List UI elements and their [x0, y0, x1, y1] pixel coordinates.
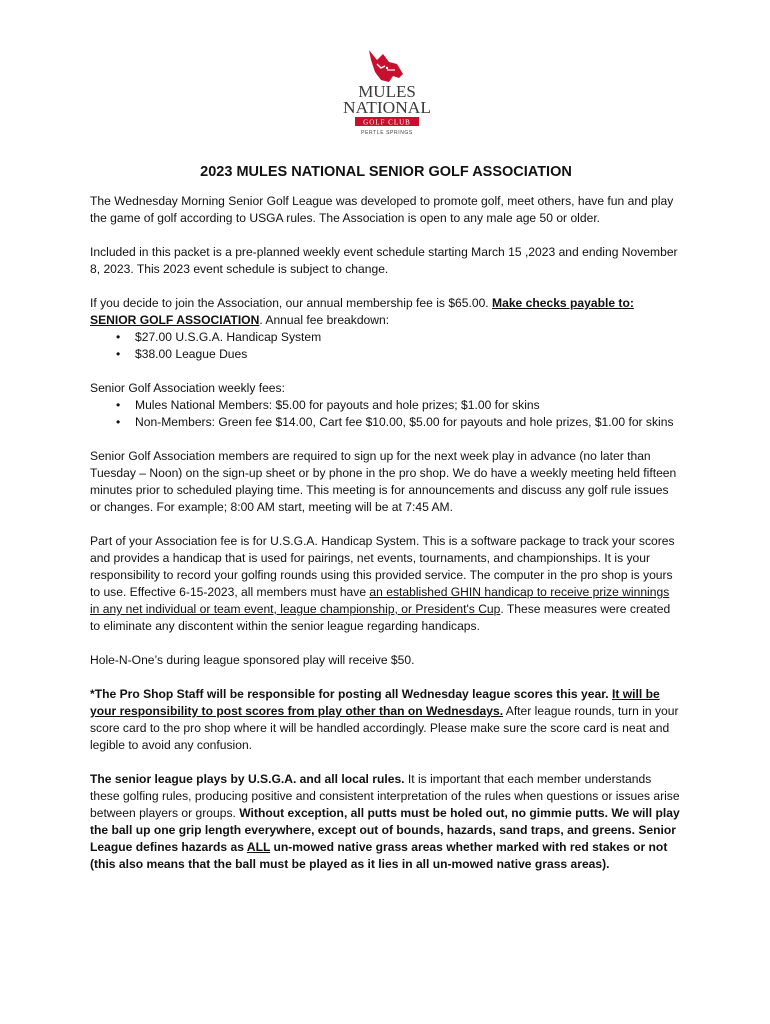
logo-sub: PERTLE SPRINGS — [361, 130, 413, 136]
paragraph-signup: Senior Golf Association members are required to sign up for the next week play in advance (no later than Tuesday – Noon) on the sign-up sheet or by phone in the pro shop. We do have a weekly meeting held fifteen minutes prior to scheduled playing time. This meeting is for announcements and discuss any golf rule issues or changes. For example; 8:00 AM start, meeting will be at 7:45 AM. — [90, 449, 677, 514]
paragraph-handicap: Part of your Association fee is for U.S.G.A. Handicap System. This is a software package to track your scores and provides a handicap that is used for pairings, net events, tournaments, and championships. It is your responsibility to record your golfing rounds using this provided service. The computer in the pro shop is yours to use. Effective 6-15-2023, all members must have an established GHIN handicap to receive prize winnings in any net individual or team event, league championship, or President's Cup. These measures were created to eliminate any discontent within the senior league regarding handicaps. — [90, 534, 675, 633]
weekly-fees-heading: Senior Golf Association weekly fees: — [90, 381, 285, 395]
list-item: • $38.00 League Dues — [90, 346, 682, 363]
list-item: • Non-Members: Green fee $14.00, Cart fee $10.00, $5.00 for payouts and hole prizes, $1.00 for skins — [90, 414, 682, 431]
fee-breakdown-list — [90, 329, 682, 363]
document-title: 2023 MULES NATIONAL SENIOR GOLF ASSOCIATION — [200, 164, 572, 180]
paragraph-intro: The Wednesday Morning Senior Golf League was developed to promote golf, meet others, have fun and play the game of golf according to USGA rules. The Association is open to any male age 50 or older. — [90, 194, 674, 225]
mule-mascot-icon — [337, 46, 437, 138]
paragraph-hole-in-one: Hole-N-One’s during league sponsored play will receive $50. — [90, 653, 415, 667]
paragraph-schedule: Included in this packet is a pre-planned weekly event schedule starting March 15 ,2023 and ending November 8, 2023. This 2023 event schedule is subject to change. — [90, 245, 678, 276]
mules-national-logo — [337, 46, 437, 138]
weekly-fees-section — [90, 380, 682, 431]
document-body — [90, 163, 682, 890]
logo-banner: GOLF CLUB — [363, 118, 411, 127]
paragraph-rules: The senior league plays by U.S.G.A. and all local rules. It is important that each member understands these golfing rules, producing positive and consistent interpretation of the rules when questions or issues arise between players or groups. Without exception, all putts must be holed out, no gimmie putts. We will play the ball up one grip length everywhere, except out of bounds, hazards, sand traps, and greens. Senior League defines hazards as ALL un-mowed native grass areas whether marked with red stakes or not (this also means that the ball must be played as it lies in all un-mowed native grass areas). — [90, 772, 680, 871]
membership-fee-text: If you decide to join the Association, our annual membership fee is $65.00. Make checks payable to: SENIOR GOLF ASSOCIATION. Annual fee breakdown: — [90, 296, 634, 327]
ghin-requirement: an established GHIN handicap to receive prize winnings in any net individual or team event, league championship, or President's Cup — [90, 585, 670, 616]
logo-line2: NATIONAL — [343, 98, 431, 117]
checks-payable-note: Make checks payable to: SENIOR GOLF ASSOCIATION — [90, 296, 634, 327]
logo-line1: MULES — [358, 82, 416, 101]
list-item: • Mules National Members: $5.00 for payouts and hole prizes; $1.00 for skins — [90, 397, 682, 414]
membership-fee-section — [90, 295, 682, 363]
weekly-fees-list — [90, 397, 682, 431]
paragraph-scores: *The Pro Shop Staff will be responsible for posting all Wednesday league scores this year. It will be your responsibility to post scores from play other than on Wednesdays. After league rounds, turn in your score card to the pro shop where it will be handled accordingly. Please make sure the score card is neat and legible to avoid any confusion. — [90, 687, 679, 752]
post-scores-note: It will be your responsibility to post scores from play other than on Wednesdays. — [90, 687, 660, 718]
list-item: • $27.00 U.S.G.A. Handicap System — [90, 329, 682, 346]
